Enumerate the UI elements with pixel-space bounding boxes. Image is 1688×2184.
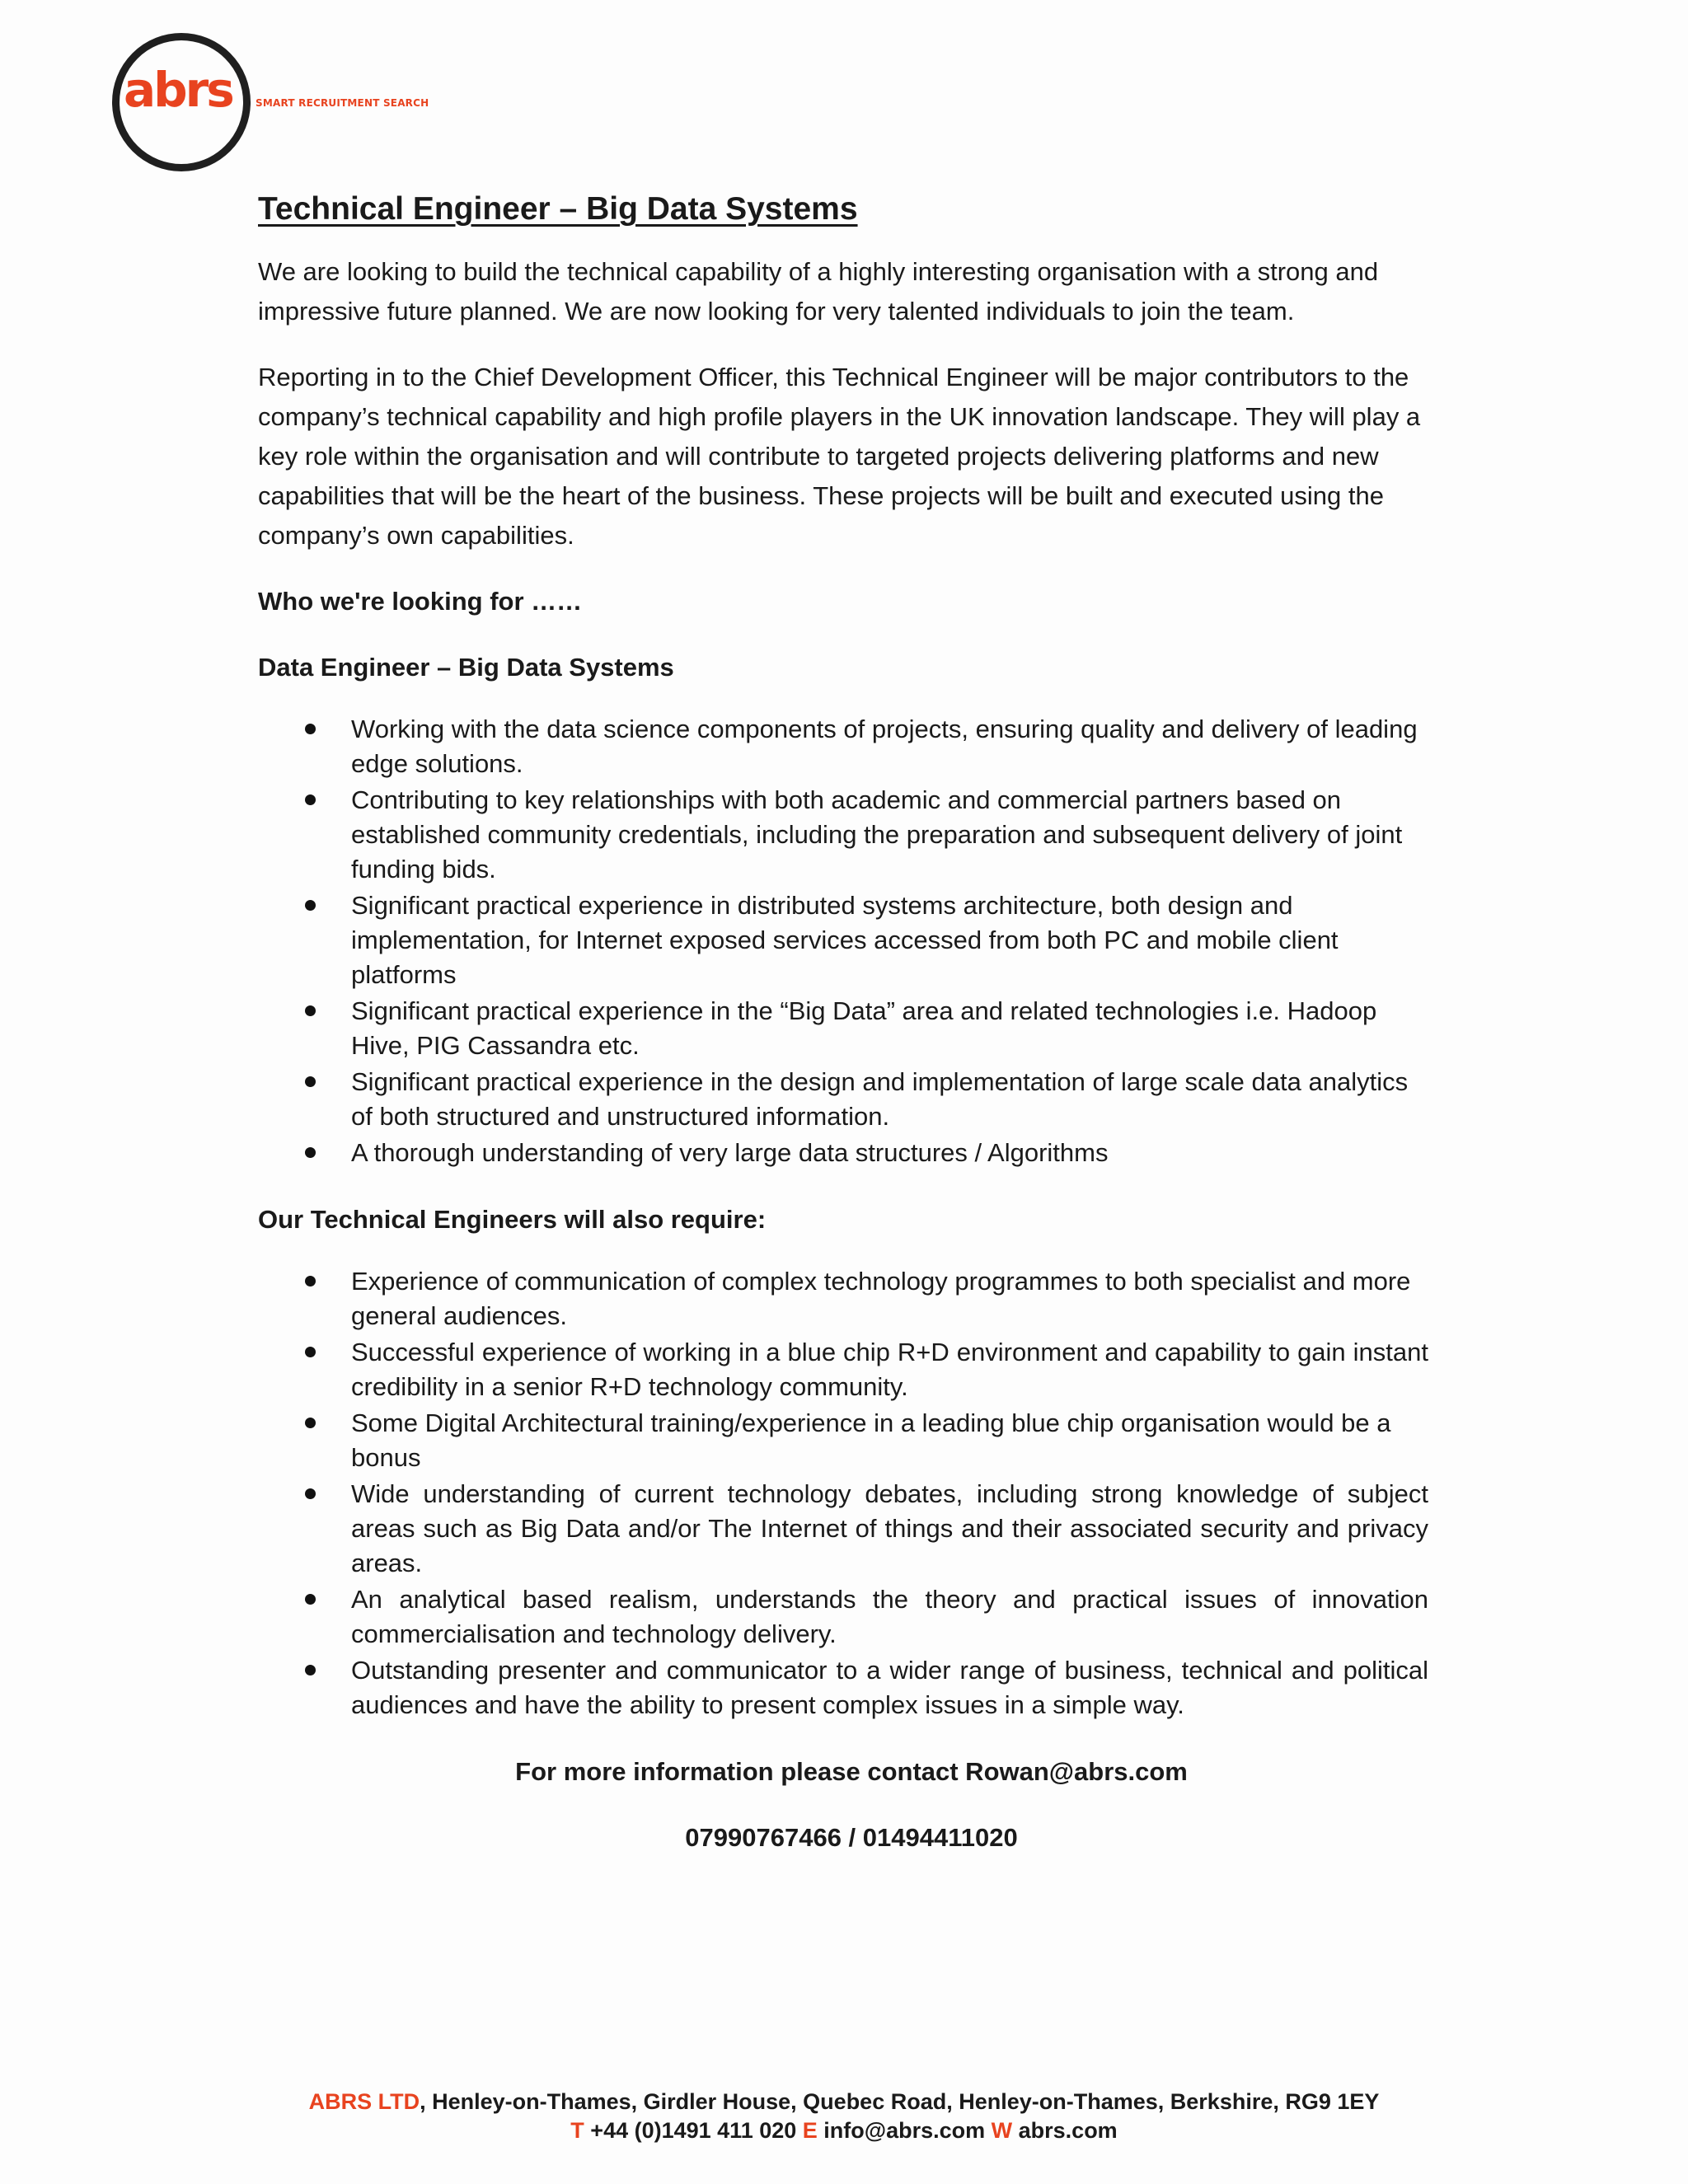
bullet-icon xyxy=(305,1488,316,1499)
bullet-icon xyxy=(305,1276,316,1286)
list-item-text: Significant practical experience in the design and implementation of large scale data analytics of both structured and unstructured information. xyxy=(351,1067,1409,1131)
bullet-icon xyxy=(305,1418,316,1428)
role-bullet-list xyxy=(258,712,1428,1170)
bullet-icon xyxy=(305,1005,316,1016)
list-item xyxy=(351,1065,1428,1134)
footer-website-label: W xyxy=(991,2118,1013,2143)
list-item-text: Successful experience of working in a blue chip R+D environment and capability to gain instant credibility in a senior R+D technology community. xyxy=(351,1338,1428,1401)
require-heading: Our Technical Engineers will also require: xyxy=(258,1205,767,1234)
list-item xyxy=(351,1477,1428,1581)
intro-paragraph-2: Reporting in to the Chief Development Officer, this Technical Engineer will be major contributors to the company’s technical capability and high profile players in the UK innovation landscape. They will play a key role within the organisation and will contribute to targeted projects delivering platforms and new capabilities that will be the heart of the business. These projects will be built and executed using the company’s own capabilities. xyxy=(258,363,1421,550)
bullet-icon xyxy=(305,900,316,911)
list-item xyxy=(351,1406,1428,1475)
bullet-icon xyxy=(305,1594,316,1605)
logo-tagline: SMART RECRUITMENT SEARCH xyxy=(256,97,429,109)
intro-paragraph-1: We are looking to build the technical capability of a highly interesting organisation with a strong and impressive future planned. We are now looking for very talented individuals to join the team. xyxy=(258,257,1379,326)
footer-company: ABRS LTD xyxy=(308,2089,420,2114)
bullet-icon xyxy=(305,1665,316,1675)
bullet-icon xyxy=(305,1076,316,1087)
list-item xyxy=(351,1136,1428,1170)
bullet-icon xyxy=(305,1147,316,1158)
list-item-text: Some Digital Architectural training/experience in a leading blue chip organisation would be a bonus xyxy=(351,1408,1391,1472)
list-item-text: Experience of communication of complex technology programmes to both specialist and more general audiences. xyxy=(351,1267,1411,1330)
list-item xyxy=(351,1335,1428,1404)
list-item-text: A thorough understanding of very large data structures / Algorithms xyxy=(351,1138,1109,1167)
list-item-text: Working with the data science components of projects, ensuring quality and delivery of leading edge solutions. xyxy=(351,715,1418,778)
company-logo xyxy=(112,33,252,173)
page-title: Technical Engineer – Big Data Systems xyxy=(258,191,858,227)
logo-wordmark: abrs xyxy=(124,62,232,118)
list-item xyxy=(351,712,1428,781)
footer-website: abrs.com xyxy=(1012,2118,1118,2143)
list-item xyxy=(351,1582,1428,1652)
bullet-icon xyxy=(305,794,316,805)
list-item xyxy=(351,1653,1428,1722)
role-heading: Data Engineer – Big Data Systems xyxy=(258,653,674,682)
list-item-text: Outstanding presenter and communicator to a wider range of business, technical and political audiences and have the ability to present complex issues in a simple way. xyxy=(351,1656,1428,1719)
list-item xyxy=(351,1264,1428,1333)
list-item-text: Significant practical experience in the “Big Data” area and related technologies i.e. Hadoop Hive, PIG Cassandra etc. xyxy=(351,996,1377,1060)
job-description xyxy=(258,183,1428,1884)
bullet-icon xyxy=(305,1347,316,1357)
list-item-text: Significant practical experience in distributed systems architecture, both design and implementation, for Internet exposed services accessed from both PC and mobile client platforms xyxy=(351,891,1339,989)
list-item xyxy=(351,783,1428,887)
footer-email: info@abrs.com xyxy=(817,2118,992,2143)
footer-email-label: E xyxy=(802,2118,818,2143)
phone-line: 07990767466 / 01494411020 xyxy=(685,1823,1018,1852)
bullet-icon xyxy=(305,724,316,734)
footer-phone: +44 (0)1491 411 020 xyxy=(584,2118,803,2143)
who-heading: Who we're looking for …… xyxy=(258,587,583,616)
list-item-text: An analytical based realism, understands the theory and practical issues of innovation commercialisation and technology delivery. xyxy=(351,1585,1428,1648)
list-item-text: Contributing to key relationships with both academic and commercial partners based on established community credentials, including the preparation and subsequent delivery of joint funding bids. xyxy=(351,785,1403,883)
footer-address-line xyxy=(0,2089,1688,2115)
footer-contact-line xyxy=(0,2118,1688,2144)
list-item xyxy=(351,994,1428,1063)
list-item-text: Wide understanding of current technology debates, including strong knowledge of subject areas such as Big Data and/or The Internet of things and their associated security and privacy areas. xyxy=(351,1479,1428,1577)
footer-address: , Henley-on-Thames, Girdler House, Quebec Road, Henley-on-Thames, Berkshire, RG9 1EY xyxy=(420,2089,1380,2114)
footer-phone-label: T xyxy=(570,2118,584,2143)
contact-line: For more information please contact Rowan@abrs.com xyxy=(515,1757,1188,1786)
require-bullet-list xyxy=(258,1264,1428,1722)
list-item xyxy=(351,888,1428,992)
